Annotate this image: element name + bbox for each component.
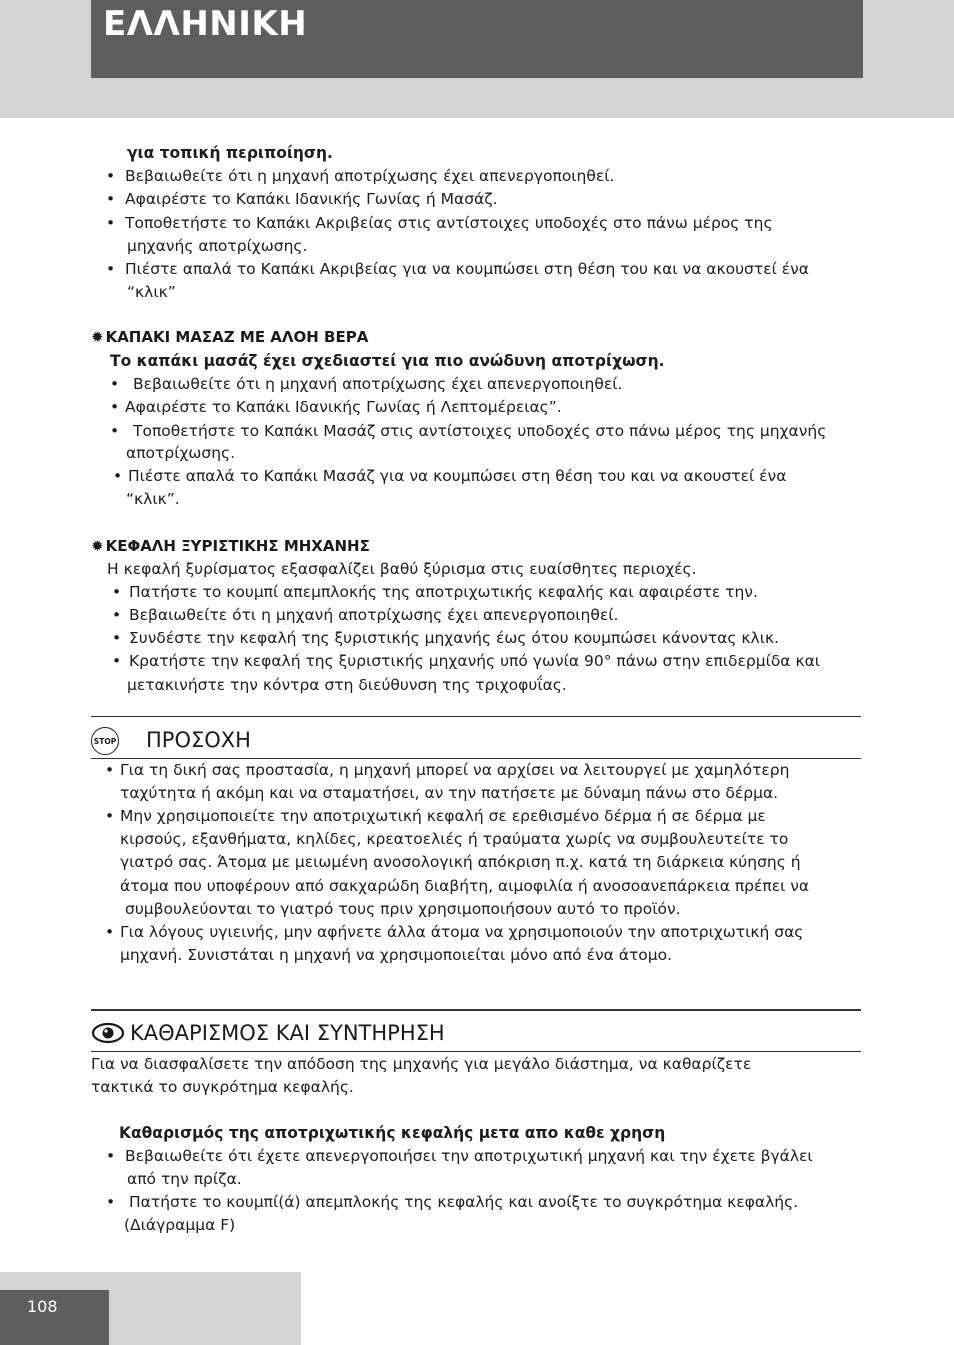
list-item: Πατήστε το κουμπί(ά) απεμπλοκής της κεφαλής και ανοίξτε το συγκρότημα κεφαλής. (129, 1193, 799, 1211)
paragraph: τακτικά το συγκρότημα κεφαλής. (91, 1078, 354, 1096)
section-title: ΚΕΦΑΛΗ ΞΥΡΙΣΤΙΚΗΣ ΜΗΧΑΝΗΣ (105, 537, 370, 555)
list-item-cont: γιατρό σας. Άτομα με μειωμένη ανοσολογική απόκριση π.χ. κατά τη διάρκεια κύησης ή (120, 853, 801, 871)
list-item: Αφαιρέστε το Καπάκι Ιδανικής Γωνίας ή Μασάζ. (125, 190, 498, 208)
bullet: • (112, 652, 122, 670)
list-item: Πιέστε απαλά το Καπάκι Μασάζ για να κουμπώσει στη θέση του και να ακουστεί ένα (128, 467, 787, 485)
bullet: • (112, 606, 122, 624)
bullet: • (106, 190, 116, 208)
list-item: Τοποθετήστε το Καπάκι Μασάζ στις αντίστοιχες υποδοχές στο πάνω μέρος της μηχανής (133, 422, 827, 440)
list-item: Πατήστε το κουμπί απεμπλοκής της αποτριχωτικής κεφαλής και αφαιρέστε την. (129, 583, 758, 601)
list-item-cont: ταχύτητα ή ακόμη και να σταματήσει, αν την πατήσετε με δύναμη πάνω στο δέρμα. (120, 784, 779, 802)
list-item: Βεβαιωθείτε ότι η μηχανή αποτρίχωσης έχει απενεργοποιηθεί. (125, 167, 615, 185)
bullet: • (110, 398, 120, 416)
bullet: • (113, 467, 123, 485)
page-language-title: ΕΛΛΗΝΙΚΗ (103, 4, 308, 44)
section-title: ΚΑΠΑΚΙ ΜΑΣΑΖ ΜΕ ΑΛΟΗ ΒΕΡΑ (105, 328, 369, 346)
list-item: Μην χρησιμοποιείτε την αποτριχωτική κεφαλή σε ερεθισμένο δέρμα ή σε δέρμα με (120, 807, 766, 825)
list-item: Αφαιρέστε το Καπάκι Ιδανικής Γωνίας ή Λεπτομέρειας”. (125, 398, 562, 416)
list-item: Για τη δική σας προστασία, η μηχανή μπορεί να αρχίσει να λειτουργεί με χαμηλότερη (120, 761, 790, 779)
divider (91, 716, 861, 717)
sun-icon: ✹ (91, 328, 104, 346)
cleaning-title: ΚΑΘΑΡΙΣΜΟΣ ΚΑΙ ΣΥΝΤΗΡΗΣΗ (130, 1021, 445, 1045)
paragraph: Για να διασφαλίσετε την απόδοση της μηχανής για μεγάλο διάστημα, να καθαρίζετε (91, 1055, 752, 1073)
list-item-cont: “κλικ”. (126, 490, 180, 508)
section-heading-shaver (91, 535, 370, 557)
divider (91, 1051, 861, 1052)
list-item-cont: “κλικ” (127, 283, 176, 301)
list-item-cont: μηχανή. Συνιστάται η μηχανή να χρησιμοποιείται μόνο από ένα άτομο. (120, 946, 673, 964)
bullet: • (106, 214, 116, 232)
bullet: • (112, 583, 122, 601)
page-number: 108 (27, 1297, 58, 1316)
list-item: Κρατήστε την κεφαλή της ξυριστικής μηχανής υπό γωνία 90° πάνω στην επιδερμίδα και (129, 652, 821, 670)
list-item-cont: άτομα που υποφέρουν από σακχαρώδη διαβήτη, αιμοφιλία ή ανοσοανεπάρκεια πρέπει να (120, 877, 810, 895)
bullet: • (112, 629, 122, 647)
list-item: Για λόγους υγιεινής, μην αφήνετε άλλα άτομα να χρησιμοποιούν την αποτριχωτική σας (120, 923, 804, 941)
bullet: • (106, 260, 116, 278)
list-item: Συνδέστε την κεφαλή της ξυριστικής μηχανής έως ότου κουμπώσει κάνοντας κλικ. (129, 629, 780, 647)
section-subtitle: Η κεφαλή ξυρίσματος εξασφαλίζει βαθύ ξύρισμα στις ευαίσθητες περιοχές. (107, 560, 697, 578)
divider (91, 1009, 861, 1011)
section-heading-massage (91, 326, 368, 348)
stop-icon: STOP (91, 727, 119, 755)
list-item: Βεβαιωθείτε ότι η μηχανή αποτρίχωσης έχει απενεργοποιηθεί. (129, 606, 619, 624)
intro-line: για τοπική περιποίηση. (127, 144, 333, 162)
section-subtitle: Το καπάκι μασάζ έχει σχεδιαστεί για πιο ανώδυνη αποτρίχωση. (110, 352, 665, 370)
list-item-cont: (Διάγραμμα F) (124, 1216, 236, 1234)
bullet: • (110, 422, 120, 440)
list-item: Βεβαιωθείτε ότι η μηχανή αποτρίχωσης έχει απενεργοποιηθεί. (133, 375, 623, 393)
list-item: Τοποθετήστε το Καπάκι Ακριβείας στις αντίστοιχες υποδοχές στο πάνω μέρος της (125, 214, 773, 232)
bullet: • (105, 807, 115, 825)
eye-icon (91, 1022, 125, 1044)
sun-icon: ✹ (91, 537, 104, 555)
caution-title: ΠΡΟΣΟΧΗ (146, 728, 251, 752)
section-subtitle: Καθαρισμός της αποτριχωτικής κεφαλής μετα απο καθε χρηση (119, 1124, 666, 1142)
list-item-cont: μετακινήστε την κόντρα στη διεύθυνση της τριχοφυΐας. (127, 676, 567, 694)
list-item-cont: συμβουλεύονται το γιατρό τους πριν χρησιμοποιήσουν αυτό το προϊόν. (125, 900, 681, 918)
bullet: • (106, 167, 116, 185)
bullet: • (106, 1193, 116, 1211)
list-item: Πιέστε απαλά το Καπάκι Ακριβείας για να κουμπώσει στη θέση του και να ακουστεί ένα (125, 260, 810, 278)
list-item: Βεβαιωθείτε ότι έχετε απενεργοποιήσει την αποτριχωτική μηχανή και την έχετε βγάλει (125, 1147, 813, 1165)
bullet: • (106, 1147, 116, 1165)
list-item-cont: αποτρίχωσης. (126, 444, 236, 462)
bullet: • (110, 375, 120, 393)
list-item-cont: μηχανής αποτρίχωσης. (127, 237, 308, 255)
list-item-cont: κιρσούς, εξανθήματα, κηλίδες, κρεατοελιές ή τραύματα χωρίς να συμβουλευτείτε το (120, 830, 789, 848)
bullet: • (105, 923, 115, 941)
list-item-cont: από την πρίζα. (127, 1170, 242, 1188)
bullet: • (105, 761, 115, 779)
